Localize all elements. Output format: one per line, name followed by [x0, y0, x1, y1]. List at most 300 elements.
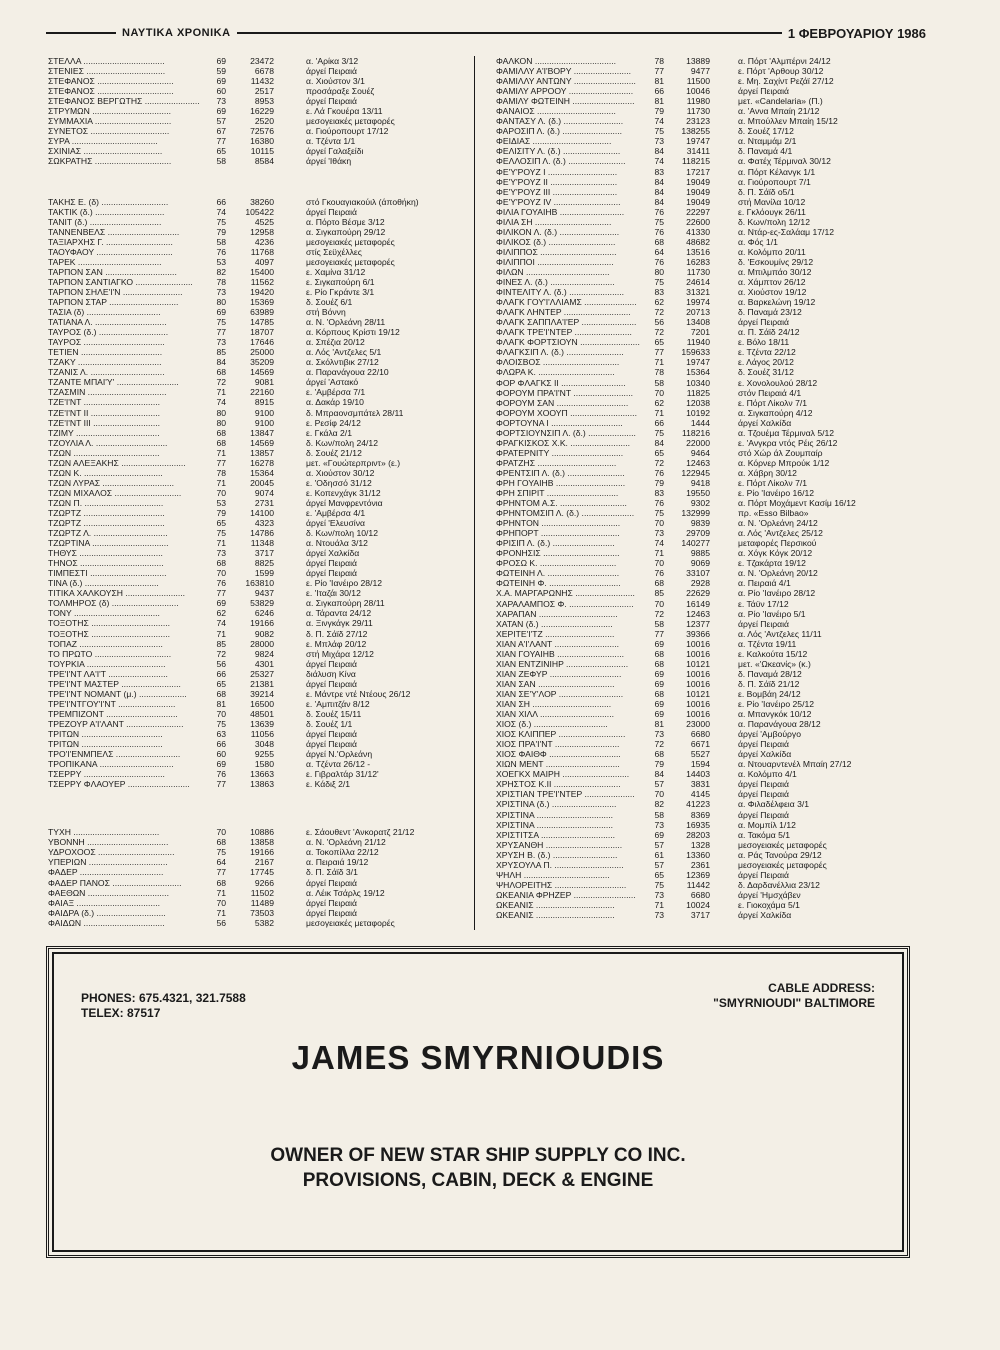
ship-name: ΤΡΟ'Ι'ΕΝΜΠΕΛΣ ........................... [48, 749, 181, 760]
ship-row [48, 659, 464, 669]
ship-status: α. Τζέντα 1/1 [306, 136, 356, 147]
ship-row [496, 699, 926, 709]
ship-tonnage: 11056 [250, 729, 274, 739]
ship-row [48, 217, 464, 227]
ship-name: ΧΡΥΣΟΥΛΑ Π. ............................. [496, 859, 624, 870]
ship-name: ΧΙΑΝ ΧΙΛΛ ............................... [496, 709, 614, 720]
ship-year: 83 [654, 287, 664, 298]
ship-tonnage: 13863 [250, 779, 274, 790]
ship-status: μετ. «Candelaria» (Π.) [738, 96, 823, 107]
ship-status: ε. 'Ανγκρα ντός Ρέις 26/12 [738, 437, 838, 448]
ship-tonnage: 13889 [686, 56, 710, 66]
ship-year: 78 [654, 56, 664, 66]
ship-tonnage: 11562 [250, 276, 274, 287]
ship-tonnage: 13857 [250, 447, 274, 458]
ship-tonnage: 118216 [681, 427, 710, 438]
ship-row [496, 237, 926, 247]
ship-name: ΦΡΗΝΤΟΜΣΙΠ Λ. (δ.) ...................... [496, 508, 635, 519]
ship-status: άργεί 'Ελευσίνα [306, 518, 365, 529]
ship-row [496, 729, 926, 739]
ship-status: ε. Ρίο 'Ιανέιρο 25/12 [738, 699, 815, 709]
ship-row [496, 619, 926, 629]
ship-tonnage: 2731 [254, 497, 274, 508]
ship-name: ΤΖΟΥΛΙΑ Λ. .............................. [48, 437, 168, 448]
ship-name: ΤΖΙΜΥ ................................... [48, 427, 160, 438]
issue-date: 1 ΦΕΒΡΟΥΑΡΙΟΥ 1986 [787, 25, 926, 41]
ship-year: 71 [654, 548, 664, 559]
ship-status: μεσογειακές μεταφορές [738, 839, 827, 850]
ship-status: άργεί Πειραιά [738, 317, 789, 328]
ship-tonnage: 9302 [690, 498, 710, 509]
ship-name: ΤΡΕ'Ι'ΝΤ ΛΑ'Ι'Τ ......................... [48, 668, 168, 679]
ship-year: 78 [216, 467, 226, 478]
ship-year: 70 [654, 558, 664, 569]
ship-tonnage: 10121 [686, 688, 710, 699]
ship-tonnage: 11825 [686, 387, 710, 398]
ship-year: 78 [216, 276, 226, 287]
ship-year: 84 [654, 437, 664, 448]
ship-year: 85 [216, 347, 226, 358]
ship-row [48, 518, 464, 528]
ship-year: 73 [654, 889, 664, 900]
ship-row [496, 56, 926, 66]
ship-status: ε. Τάϋν 17/12 [738, 598, 789, 609]
ship-status: δ. Κων/πολη 12/12 [738, 216, 810, 227]
ship-tonnage: 10886 [250, 827, 274, 838]
ship-row [496, 398, 926, 408]
ship-status: ε. Λάγος 20/12 [738, 357, 794, 368]
ship-name: ΤΖΑΣΜΙΝ ................................. [48, 387, 167, 398]
ship-year: 71 [654, 899, 664, 910]
ship-status: δ. Σουέζ 21/12 [306, 447, 362, 458]
ship-year: 69 [216, 76, 226, 87]
ship-status: στή Μιχάρα 12/12 [306, 648, 374, 659]
ship-tonnage: 2928 [690, 578, 710, 589]
ship-row [48, 679, 464, 689]
ship-tonnage: 11500 [686, 76, 710, 87]
ship-year: 68 [216, 367, 226, 378]
ship-status: α. Ντάρ-ες-Σαλάαμ 17/12 [738, 226, 835, 237]
ship-status: α. Χιούστον 19/12 [738, 287, 807, 298]
ship-status: ε. Γιβραλτάρ 31/12' [306, 769, 379, 780]
ship-row [496, 830, 926, 840]
ship-row [496, 367, 926, 377]
ship-name: ΣΤΕΝΙΕΣ ................................. [48, 66, 166, 77]
ship-status: ε. Πόρτ 'Αρθουρ 30/12 [738, 66, 824, 77]
ship-tonnage: 38260 [250, 196, 274, 207]
ship-tonnage: 132999 [681, 508, 710, 519]
ship-year: 73 [654, 909, 664, 920]
ship-name: ΦΡΗΝΤΟΜ Α.Σ. ............................ [496, 498, 627, 509]
ship-status: ε. Γκλόουγκ 26/11 [738, 206, 806, 217]
ship-year: 76 [654, 256, 664, 267]
publication-title: ΝΑΥΤΙΚΑ ΧΡΟΝΙΚΑ [122, 27, 231, 39]
ship-year: 72 [654, 457, 664, 468]
ship-row [48, 847, 464, 857]
ship-row [496, 187, 926, 197]
ship-year: 72 [216, 648, 226, 659]
ship-tonnage: 24614 [686, 277, 710, 288]
ship-year: 68 [216, 427, 226, 438]
ship-tonnage: 13639 [250, 718, 274, 729]
ship-tonnage: 7201 [690, 327, 710, 338]
ship-status: α. Σιγκαπούρη 28/11 [306, 598, 385, 609]
ship-tonnage: 16229 [250, 106, 274, 117]
ship-row [48, 448, 464, 458]
ship-status: δ. Κων/πολη 10/12 [306, 528, 378, 539]
ship-name: ΧΙΟΣ (δ.) ............................... [496, 719, 608, 730]
ship-tonnage: 14786 [250, 528, 274, 539]
ship-row [496, 739, 926, 749]
ship-status: άργεί Χαλκίδα [738, 417, 792, 428]
ship-row [48, 387, 464, 397]
ship-tonnage: 22160 [250, 387, 274, 398]
ship-row [48, 156, 464, 166]
ship-year: 73 [216, 286, 226, 297]
ship-year: 65 [216, 146, 226, 157]
ship-year: 74 [654, 538, 664, 549]
ship-status: δ. Σουέζ 31/12 [738, 367, 794, 378]
ship-row [48, 86, 464, 96]
ship-tonnage: 31411 [686, 146, 710, 157]
ship-status: α. Φός 1/1 [738, 236, 778, 247]
ship-year: 64 [654, 246, 664, 257]
ship-tonnage: 15364 [250, 467, 274, 478]
ship-year: 72 [654, 307, 664, 318]
ship-name: ΧΙΑΝ ΣΕ'Υ'ΛΟΡ ........................... [496, 688, 624, 699]
ship-tonnage: 19550 [686, 488, 710, 499]
ship-year: 68 [654, 688, 664, 699]
ship-year: 63 [216, 729, 226, 739]
ship-row [496, 488, 926, 498]
ship-status: δ. Σουέζ 1/1 [306, 718, 353, 729]
ship-tonnage: 3831 [690, 779, 710, 790]
ad-tagline-1: OWNER OF NEW STAR SHIP SUPPLY CO INC. [270, 1145, 686, 1166]
ship-status: ε. Ρίο 'Ιανέιρο 16/12 [738, 488, 815, 499]
ship-status: α. Πόρτο Βέσμε 3/12 [306, 216, 385, 227]
ship-row [496, 599, 926, 609]
ship-row [496, 588, 926, 598]
ship-tonnage: 11980 [686, 96, 710, 107]
ship-name: ΧΙΑΝ ΕΝΤΖΙΝΙΗΡ .......................... [496, 658, 629, 669]
ship-tonnage: 23472 [250, 56, 274, 66]
ship-status: δ. 'Εσκουμίνς 29/12 [738, 256, 814, 267]
header-rule-right [237, 32, 782, 34]
ship-status: ε. Βόλο 18/11 [738, 337, 790, 348]
ship-tonnage: 12958 [250, 226, 274, 237]
ship-name: ΧΑΡΑΛΑΜΠΟΣ Φ. ........................... [496, 598, 634, 609]
ship-year: 70 [654, 387, 664, 398]
ship-status: α. Νταμμάμ 2/1 [738, 136, 797, 147]
ship-tonnage: 11502 [250, 887, 274, 898]
section-gap [48, 167, 464, 197]
ship-status: ε. Μη. Σαχίντ Ρεζάϊ 27/12 [738, 76, 834, 87]
ship-name: ΣΥΡΑ .................................... [48, 136, 158, 147]
ship-row [48, 397, 464, 407]
ship-name: ΧΙΑΝ ΓΟΥΑΙΗΒ ............................ [496, 648, 624, 659]
ship-tonnage: 13858 [250, 837, 274, 848]
ship-status: άργεί Πειραιά [738, 809, 789, 820]
ship-name: ΣΤΕΦΑΝΟΣ ................................ [48, 86, 174, 97]
ship-year: 57 [654, 859, 664, 870]
ship-row [48, 56, 464, 66]
ship-name: ΤΙΜΠΕΣΤΙ ................................ [48, 568, 167, 579]
ship-tonnage: 19049 [686, 176, 710, 187]
ship-name: ΧΙΟΣ ΦΑΙΘΦ .............................. [496, 749, 621, 760]
ship-tonnage: 73503 [250, 907, 274, 918]
ship-year: 66 [654, 86, 664, 97]
ship-tonnage: 4145 [690, 789, 710, 800]
ship-year: 69 [654, 638, 664, 649]
ship-status: άργεί Πειραιά [306, 658, 357, 669]
ship-tonnage: 4097 [254, 256, 274, 267]
ship-tonnage: 12463 [686, 457, 710, 468]
ship-name: ΧΑΡΑΠΑΝ ................................. [496, 608, 618, 619]
ship-status: α. Ράς Τανούρα 29/12 [738, 849, 822, 860]
ship-name: ΦΑΝΤΑΣΥ Λ. (δ.) ......................... [496, 116, 624, 127]
ship-tonnage: 12038 [686, 397, 710, 408]
ship-tonnage: 18707 [250, 327, 274, 338]
ship-row [48, 709, 464, 719]
ship-status: α. Ν. 'Ορλεάνη 21/12 [306, 837, 386, 848]
ship-name: ΦΛΟΙΣΒΟΣ ................................ [496, 357, 620, 368]
ship-row [496, 167, 926, 177]
ship-tonnage: 12463 [686, 608, 710, 619]
ship-name: ΦΕΛΙΣΙΤΥ Λ. (δ.) ........................ [496, 146, 621, 157]
ship-year: 57 [216, 116, 226, 127]
page-header [46, 22, 926, 44]
ship-row [48, 608, 464, 618]
ship-tonnage: 159633 [681, 347, 710, 358]
ship-status: α. Χιούστον 30/12 [306, 467, 375, 478]
ship-year: 68 [654, 749, 664, 760]
ship-name: ΩΚΕΑΝΙΣ ................................. [496, 909, 615, 920]
ship-row [496, 86, 926, 96]
ship-status: α. Τακόμα 5/1 [738, 829, 791, 840]
ship-status: ε. Γκάλα 2/1 [306, 427, 352, 438]
ship-row [496, 538, 926, 548]
section-gap [48, 789, 464, 827]
ship-row [496, 96, 926, 106]
ship-row [496, 850, 926, 860]
ship-row [496, 779, 926, 789]
ship-name: ΤΑΟΥΦΑΟΥ ................................ [48, 246, 173, 257]
ship-tonnage: 10024 [686, 899, 710, 910]
ship-row [48, 76, 464, 86]
ship-year: 53 [216, 497, 226, 508]
ship-year: 71 [216, 887, 226, 898]
ad-cable-address [713, 981, 875, 1011]
ship-year: 62 [216, 608, 226, 619]
ship-name: ΦΙΛΩΝ ................................... [496, 266, 610, 277]
ship-status: ε. 'Αμπιτζάν 8/12 [306, 698, 370, 709]
ship-name: ΦΕΙΔΙΑΣ ................................. [496, 136, 612, 147]
ship-name: ΦΑΕΘΩΝ .................................. [48, 887, 169, 898]
ship-year: 66 [216, 739, 226, 750]
ship-year: 84 [654, 769, 664, 780]
ship-name: ΤΖΑΝΤΕ ΜΠΑΙ'Υ' .......................... [48, 377, 179, 388]
ship-row [496, 709, 926, 719]
ship-row [48, 508, 464, 518]
ship-year: 69 [216, 307, 226, 318]
ship-tonnage: 5382 [254, 917, 274, 928]
ship-tonnage: 11940 [686, 337, 710, 348]
ship-name: ΧΡΙΣΤΙΝΑ ................................ [496, 819, 614, 830]
ship-year: 58 [654, 809, 664, 820]
ship-row [48, 287, 464, 297]
ship-year: 76 [216, 246, 226, 257]
ship-row [496, 689, 926, 699]
ship-row [496, 659, 926, 669]
ship-year: 75 [216, 847, 226, 858]
ship-tonnage: 11730 [686, 106, 710, 117]
ship-year: 75 [654, 126, 664, 137]
ship-status: α. Σκόλντιβικ 27/12 [306, 357, 379, 368]
ship-status: α. Κολόμπο 4/1 [738, 769, 797, 780]
ship-status: στό Γκουαγιακούιλ (άποθήκη) [306, 196, 419, 207]
ship-name: ΤΑΤΙΑΝΑ Λ. .............................. [48, 317, 167, 328]
ship-tonnage: 14569 [250, 367, 274, 378]
ship-status: α. Βαρκελώνη 19/12 [738, 297, 816, 308]
ship-status: α. Κόρνερ Μπρούκ 1/12 [738, 457, 830, 468]
ship-tonnage: 15369 [250, 296, 274, 307]
ship-row [496, 799, 926, 809]
ship-year: 74 [654, 116, 664, 127]
ship-status: α. Μπιλμπάο 30/12 [738, 266, 812, 277]
ship-year: 69 [654, 709, 664, 720]
ship-name: ΦΡΗΠΟΡΤ ................................. [496, 528, 620, 539]
ship-name: ΦΡΑΓΚΙΣΚΟΣ Χ.Κ. ......................... [496, 437, 631, 448]
ship-name: ΣΧΙΝΙΑΣ ................................. [48, 146, 163, 157]
ship-row [496, 719, 926, 729]
ship-tonnage: 3048 [254, 739, 274, 750]
ship-row [48, 629, 464, 639]
ship-status: δ. Μπραονσμπάτελ 28/11 [306, 407, 404, 418]
ship-name: ΧΙΑΝ ΣΑΝ ................................ [496, 678, 615, 689]
ship-name: ΦΙΛΙΚΟΝ Λ. (δ.) ......................... [496, 226, 620, 237]
ship-tonnage: 9100 [254, 407, 274, 418]
ship-year: 73 [654, 136, 664, 147]
ship-tonnage: 118215 [681, 156, 710, 167]
ship-row [48, 729, 464, 739]
ship-tonnage: 11489 [250, 897, 274, 908]
ship-status: α. Τζέντα 26/12 - [306, 759, 371, 770]
ship-row [48, 438, 464, 448]
ship-year: 77 [216, 588, 226, 599]
ship-status: α. Φιλαδέλφεια 3/1 [738, 799, 810, 810]
ship-name: ΦΑΔΕΡ ................................... [48, 867, 164, 878]
ship-year: 81 [216, 698, 226, 709]
ship-tonnage: 13847 [250, 427, 274, 438]
ship-status: άργεί Μανφρεντόνια [306, 497, 383, 508]
ship-status: δ. Παναμά 28/12 [738, 668, 802, 679]
ship-status: α. Ντουαρντενέλ Μπαίη 27/12 [738, 759, 852, 770]
ship-row [496, 347, 926, 357]
ship-year: 68 [216, 688, 226, 699]
ship-tonnage: 9477 [690, 66, 710, 77]
ship-year: 72 [216, 377, 226, 388]
ship-status: α. 'Αρίκα 3/12 [306, 56, 359, 66]
ship-status: α. Τάραντα 24/12 [306, 608, 372, 619]
ship-year: 82 [216, 266, 226, 277]
ship-status: α. Μπανγκόκ 10/12 [738, 709, 812, 720]
ship-row [48, 347, 464, 357]
ship-name: ΤΖΩΝ Κ. ................................. [48, 467, 163, 478]
ship-year: 68 [216, 437, 226, 448]
ship-name: ΤΥΧΗ .................................... [48, 827, 160, 838]
ship-year: 73 [654, 819, 664, 830]
ship-name: ΧΡΥΣΑΝΘΗ ................................ [496, 839, 623, 850]
ship-tonnage: 8915 [254, 397, 274, 408]
ship-year: 80 [216, 407, 226, 418]
ship-row [496, 418, 926, 428]
ship-row [496, 820, 926, 830]
ship-year: 79 [654, 477, 664, 488]
ship-year: 65 [654, 337, 664, 348]
ship-status: μεσογειακές μεταφορές [306, 236, 395, 247]
ship-name: ΤΑΡΠΟΝ ΣΑΝΤΙΑΓΚΟ ........................ [48, 276, 193, 287]
ship-year: 69 [216, 598, 226, 609]
ship-tonnage: 29709 [686, 528, 710, 539]
ship-tonnage: 14403 [686, 769, 710, 780]
ship-name: ΦΡΟΣΩ Κ. ................................ [496, 558, 617, 569]
ship-row [48, 428, 464, 438]
ship-name: ΦΙΛΙΑ ΣΗ ................................ [496, 216, 612, 227]
ship-name: ΦΟΡΟΥΜ ΣΑΝ .............................. [496, 397, 629, 408]
ship-name: ΧΡΙΣΤΙΑΝ ΤΡΕ'Ι'ΝΤΕΡ ..................... [496, 789, 635, 800]
ship-year: 84 [216, 357, 226, 368]
ship-status: α. Φατέχ Τέρμιναλ 30/12 [738, 156, 831, 167]
ship-name: ΣΥΜΜΑΧΙΑ ................................ [48, 116, 172, 127]
ship-name: ΤΑΣΙΑ (δ) ............................... [48, 307, 161, 318]
ship-name: ΤΡΟΠΙΚΑΝΑ ............................... [48, 759, 174, 770]
ship-tonnage: 5527 [690, 749, 710, 760]
ship-row [496, 287, 926, 297]
ship-status: άργεί Πειραιά [738, 86, 789, 97]
ship-name: ΤΑΡΠΟΝ ΣΑΝ .............................. [48, 266, 177, 277]
ship-row [48, 918, 464, 928]
ship-tonnage: 33107 [686, 568, 710, 579]
ship-year: 68 [654, 658, 664, 669]
ship-status: δ. Παναμά 23/12 [738, 307, 802, 318]
ship-name: ΦΕ'Υ'ΡΟΥΖ ΙΙ ............................ [496, 176, 618, 187]
ship-year: 77 [216, 779, 226, 790]
ship-status: α. Πόρτ 'Αλμπέρνι 24/12 [738, 56, 831, 66]
ship-tonnage: 28203 [686, 829, 710, 840]
ship-tonnage: 12369 [686, 869, 710, 880]
ship-tonnage: 2167 [254, 857, 274, 868]
ship-name: ΦΡΑΤΖΗΣ ................................. [496, 457, 617, 468]
ship-name: ΥΒΟΝΝΗ .................................. [48, 837, 169, 848]
ship-row [48, 116, 464, 126]
ship-tonnage: 15400 [250, 266, 274, 277]
ship-year: 66 [216, 196, 226, 207]
ship-row [496, 578, 926, 588]
ship-name: ΧΡΙΣΤΙΤΣΑ ............................... [496, 829, 616, 840]
ship-year: 70 [216, 827, 226, 838]
ship-row [496, 408, 926, 418]
ad-telex: TELEX: 87517 [81, 1006, 161, 1020]
ship-status: άργεί Γαλαξείδι [306, 146, 364, 157]
ship-name: ΤΖΩΝ .................................... [48, 447, 160, 458]
ship-name: ΤΡΕΜΠΙΖΟΝΤ .............................. [48, 708, 178, 719]
ship-name: ΤΟΛΜΗΡΟΣ (δ) ............................ [48, 598, 179, 609]
ship-row [496, 156, 926, 166]
ship-year: 74 [216, 206, 226, 217]
ship-status: δ. Σουέζ 17/12 [738, 126, 794, 137]
ad-cable-title: CABLE ADDRESS: [768, 981, 875, 995]
ship-name: ΤΑΝΙΤ (δ.) .............................. [48, 216, 162, 227]
